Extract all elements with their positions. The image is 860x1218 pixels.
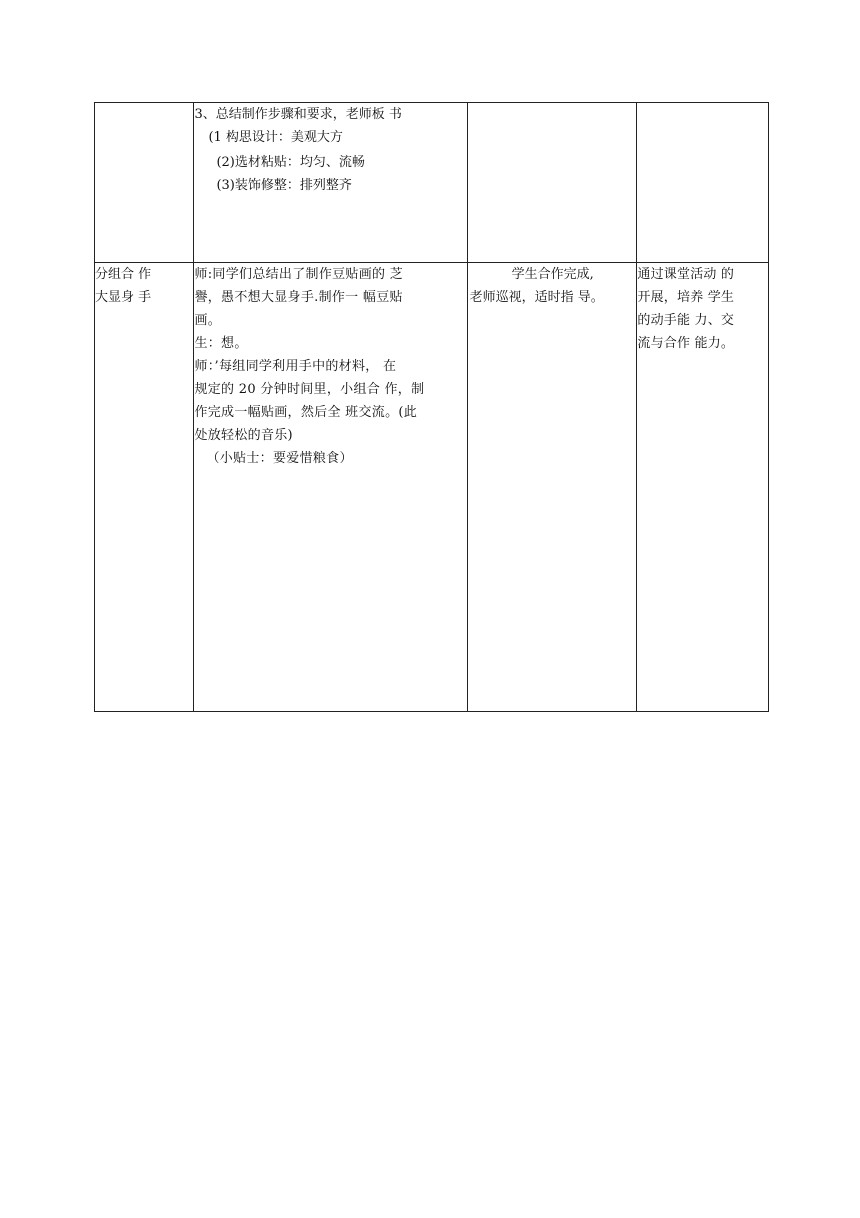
stage-cell-empty bbox=[95, 103, 194, 263]
intent-line: 的动手能 力、交 bbox=[637, 313, 735, 328]
content-line: 规定的 20 分钟时间里，小组合 作，制 bbox=[194, 382, 425, 397]
content-line: 3、总结制作步骤和要求，老师板 书 bbox=[194, 107, 402, 122]
content-line: 师:同学们总结出了制作豆贴画的 芝 bbox=[194, 267, 404, 282]
content-line: （小贴士：要爱惜粮食） bbox=[206, 451, 353, 466]
student-line: 学生合作完成, bbox=[511, 267, 594, 282]
student-activity-cell bbox=[467, 263, 637, 712]
content-line: 生：想。 bbox=[194, 336, 248, 351]
content-line: 师：’每组同学利用手中的材料， 在 bbox=[194, 359, 397, 374]
content-line: (2)选材粘贴：均匀、流畅 bbox=[216, 155, 365, 170]
table-row bbox=[95, 103, 769, 263]
content-line: 画。 bbox=[194, 313, 222, 328]
stage-line: 分组合 作 bbox=[95, 267, 152, 282]
intent-line: 通过课堂活动 的 bbox=[637, 267, 735, 282]
stage-cell bbox=[95, 263, 194, 712]
content-line: 处放轻松的音乐) bbox=[194, 428, 293, 443]
design-intent-cell bbox=[637, 263, 769, 712]
lesson-plan-table bbox=[94, 102, 769, 712]
student-activity-cell-empty bbox=[467, 103, 637, 263]
content-line: (1 构思设计：美观大方 bbox=[208, 130, 343, 145]
design-intent-cell-empty bbox=[637, 103, 769, 263]
student-line: 老师巡视，适时指 导。 bbox=[469, 290, 604, 305]
table-row bbox=[95, 263, 769, 712]
teaching-content-cell bbox=[194, 103, 467, 263]
content-line: 作完成一幅贴画，然后全 班交流。(此 bbox=[194, 405, 418, 420]
content-line: 譽，愚不想大显身手.制作一 幅豆贴 bbox=[194, 290, 403, 305]
content-line: (3)装饰修整：排列整齐 bbox=[216, 178, 352, 193]
teaching-content-cell bbox=[194, 263, 467, 712]
intent-line: 流与合作 能力。 bbox=[637, 336, 735, 351]
stage-line: 大显身 手 bbox=[95, 290, 152, 305]
intent-line: 开展，培养 学生 bbox=[637, 290, 735, 305]
